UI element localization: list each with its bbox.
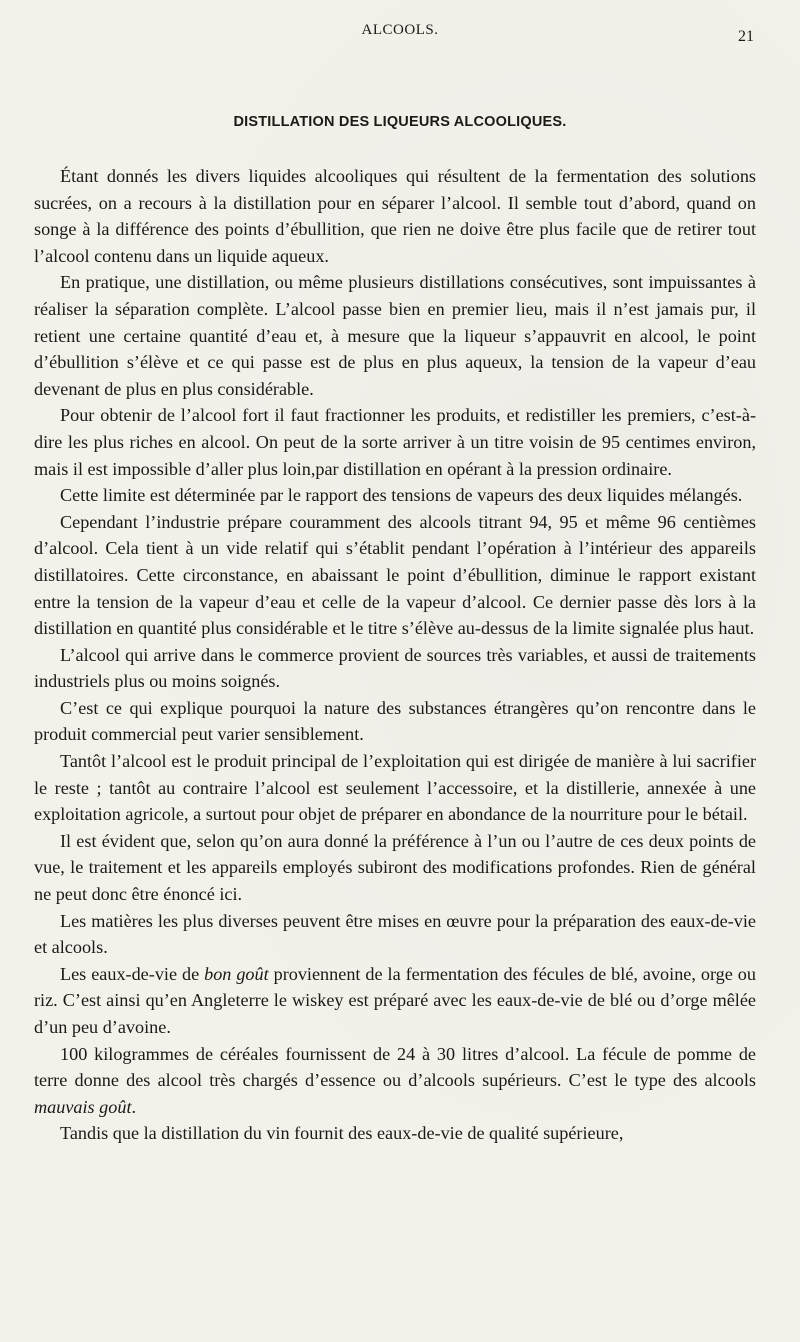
paragraph-11-after: proviennent de la fermentation des fécules de blé, avoine, orge ou riz. C’est ainsi qu’en Angleterre le wiskey est préparé avec les eaux-de-vie de blé ou d’orge mêlée d’un peu d’avoine. — [34, 963, 756, 1037]
paragraph-11 — [34, 961, 756, 1041]
paragraph-12-after: . — [131, 1096, 137, 1117]
section-title: DISTILLATION DES LIQUEURS ALCOOLIQUES. — [233, 114, 567, 130]
paragraph-1: Étant donnés les divers liquides alcooliques qui résultent de la fermentation des solutions sucrées, on a recours à la distillation pour en séparer l’alcool. Il semble tout d’abord, quand on songe à la différence des points d’ébullition, que rien ne doive être plus facile que de retirer tout l’alcool contenu dans un liquide aqueux. — [34, 166, 756, 266]
paragraph-9: Il est évident que, selon qu’on aura donné la préférence à l’un ou l’autre de ces deux points de vue, le traitement et les appareils employés subiront des modifications profondes. Rien de général ne peut donc être énoncé ici. — [34, 830, 756, 905]
paragraph-7: C’est ce qui explique pourquoi la nature des substances étrangères qu’on rencontre dans le produit commercial peut varier sensiblement. — [34, 697, 756, 745]
paragraph-6: L’alcool qui arrive dans le commerce provient de sources très variables, et aussi de traitements industriels plus ou moins soignés. — [34, 644, 756, 692]
running-title: ALCOOLS. — [361, 22, 439, 38]
paragraph-11-before: Les eaux-de-vie de — [60, 963, 205, 984]
paragraph-10: Les matières les plus diverses peuvent être mises en œuvre pour la préparation des eaux-de-vie et alcools. — [34, 910, 756, 958]
paragraph-12-italic: mauvais goût — [34, 1096, 132, 1117]
paragraph-13: Tandis que la distillation du vin fournit des eaux-de-vie de qualité supérieure, — [60, 1123, 624, 1144]
paragraph-4: Cette limite est déterminée par le rapport des tensions de vapeurs des deux liquides mélangés. — [60, 485, 743, 506]
paragraph-3: Pour obtenir de l’alcool fort il faut fractionner les produits, et redistiller les premiers, c’est-à-dire les plus riches en alcool. On peut de la sorte arriver à un titre voisin de 95 centimes environ, mais il est impossible d’aller plus loin,par distillation en opérant à la pression ordinaire. — [34, 405, 756, 479]
page-number: 21 — [738, 28, 754, 45]
paragraph-11-italic: bon goût — [204, 963, 269, 984]
paragraph-5: Cependant l’industrie prépare couramment des alcools titrant 94, 95 et même 96 centièmes d’alcool. Cela tient à un vide relatif qui s’établit pendant l’opération à l’intérieur des appareils distillatoires. Cette circonstance, en abaissant le point d’ébullition, diminue le rapport existant entre la tension de la vapeur d’eau et celle de la vapeur d’alcool. Ce dernier passe dès lors à la distillation en quantité plus considérable et le titre s’élève au-dessus de la limite signalée plus haut. — [34, 511, 756, 639]
page-header — [0, 22, 800, 46]
paragraph-2: En pratique, une distillation, ou même plusieurs distillations consécutives, sont impuissantes à réaliser la séparation complète. L’alcool passe bien en premier lieu, mais il n’est jamais pur, il retient une certaine quantité d’eau et, à mesure que la liqueur s’appauvrit en alcool, le point d’ébullition s’élève et ce qui passe est de plus en plus aqueux, la tension de la vapeur d’eau devenant de plus en plus considérable. — [34, 272, 756, 399]
paragraph-8: Tantôt l’alcool est le produit principal de l’exploitation qui est dirigée de manière à lui sacrifier le reste ; tantôt au contraire l’alcool est seulement l’accessoire, et la distillerie, annexée à une exploitation agricole, a surtout pour objet de préparer en abondance de la nourriture pour le bétail. — [34, 751, 756, 825]
paragraph-12 — [34, 1041, 756, 1121]
body-text — [34, 163, 756, 1147]
paragraph-12-before: 100 kilogrammes de céréales fournissent de 24 à 30 litres d’alcool. La fécule de pomme de terre donne des alcool très chargés d’essence ou d’alcools supérieurs. C’est le type des alcools — [34, 1043, 756, 1091]
